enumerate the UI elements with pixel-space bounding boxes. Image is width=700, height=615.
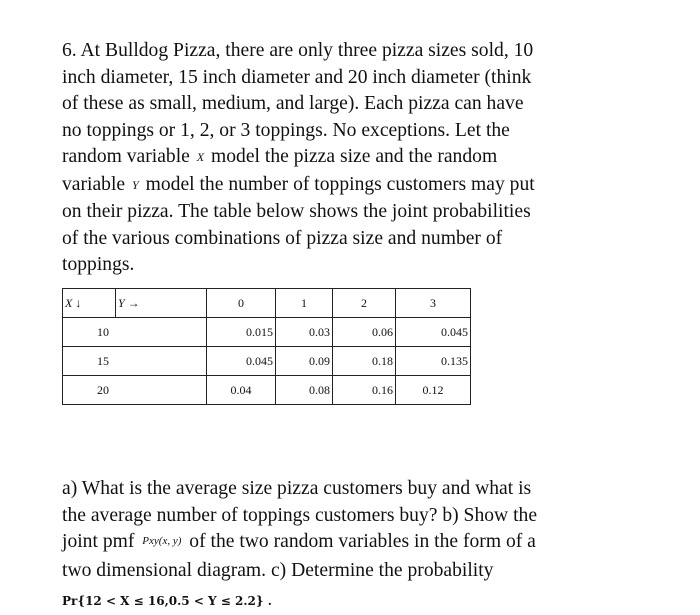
problem-line-6-start: variable xyxy=(62,173,126,195)
problem-line-9: toppings. xyxy=(62,254,135,275)
row-label: 20 xyxy=(63,376,207,405)
question-line-3 xyxy=(62,529,642,558)
cell: 0.015 xyxy=(207,318,276,347)
header-x: X ↓ xyxy=(63,289,116,318)
cell: 0.16 xyxy=(333,376,396,405)
questions xyxy=(62,476,642,615)
cell: 0.12 xyxy=(396,376,471,405)
variable-x: X xyxy=(196,150,205,164)
question-line-4: two dimensional diagram. c) Determine the probability xyxy=(62,559,494,581)
header-col-3: 3 xyxy=(396,289,471,318)
problem-line-1: 6. At Bulldog Pizza, there are only three pizza sizes sold, 10 xyxy=(62,40,534,61)
header-y: Y → xyxy=(116,289,207,318)
row-label: 10 xyxy=(63,318,207,347)
cell: 0.09 xyxy=(276,347,333,376)
table-row xyxy=(63,376,471,405)
header-col-0: 0 xyxy=(207,289,276,318)
header-col-2: 2 xyxy=(333,289,396,318)
cell: 0.03 xyxy=(276,318,333,347)
problem-line-5 xyxy=(62,144,632,172)
problem-line-5-end: model the pizza size and the random xyxy=(211,146,498,167)
cell: 0.135 xyxy=(396,347,471,376)
problem-line-3: of these as small, medium, and large). Each pizza can have xyxy=(62,93,524,114)
table-header-row xyxy=(63,289,471,318)
variable-y: Y xyxy=(132,177,139,192)
question-line-2: the average number of toppings customers buy? b) Show the xyxy=(62,504,538,526)
problem-line-7: on their pizza. The table below shows the joint probabilities xyxy=(62,201,531,222)
question-line-3-start: joint pmf xyxy=(62,531,135,552)
cell: 0.045 xyxy=(207,347,276,376)
problem-line-6 xyxy=(62,172,632,200)
joint-probability-table xyxy=(62,288,471,405)
problem-line-6-end: model the number of toppings customers may put xyxy=(145,173,535,195)
cell: 0.06 xyxy=(333,318,396,347)
table-row xyxy=(63,347,471,376)
problem-statement xyxy=(62,38,632,279)
problem-line-8: of the various combinations of pizza size and number of xyxy=(62,227,503,249)
probability-expression: Pr{12 < X ≤ 16,0.5 < Y ≤ 2.2} . xyxy=(62,594,272,608)
cell: 0.045 xyxy=(396,318,471,347)
cell: 0.18 xyxy=(333,347,396,376)
row-label: 15 xyxy=(63,347,207,376)
problem-line-5-start: random variable xyxy=(62,146,190,167)
problem-line-4: no toppings or 1, 2, or 3 toppings. No exceptions. Let the xyxy=(62,119,510,141)
header-col-1: 1 xyxy=(276,289,333,318)
cell: 0.08 xyxy=(276,376,333,405)
question-line-1: a) What is the average size pizza customers buy and what is xyxy=(62,478,532,499)
pmf-symbol: Pxy(x, y) xyxy=(142,535,182,547)
problem-line-2: inch diameter, 15 inch diameter and 20 inch diameter (think xyxy=(62,66,532,88)
cell: 0.04 xyxy=(207,376,276,405)
table-row xyxy=(63,318,471,347)
question-line-3-end: of the two random variables in the form of a xyxy=(189,531,536,552)
